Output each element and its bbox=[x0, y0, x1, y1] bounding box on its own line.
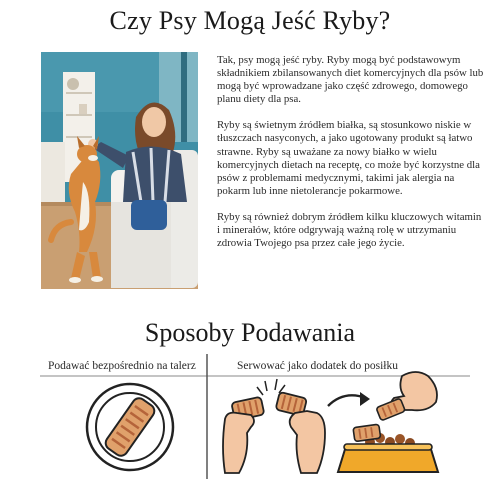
right-label: Serwować jako dodatek do posiłku bbox=[237, 360, 398, 372]
article-paragraph: Ryby są również dobrym źródłem kilku kluczowych witamin i minerałów, które odgrywają ważną rolę w utrzymaniu zdrowia Twojego psa przez całe jego życie. bbox=[217, 210, 482, 250]
serving-title: Sposoby Podawania bbox=[144, 318, 356, 347]
left-label: Podawać bezpośrednio na talerz bbox=[48, 360, 196, 372]
article-body bbox=[217, 54, 487, 263]
vertical-divider bbox=[204, 354, 210, 484]
woman-dog-photo bbox=[41, 52, 198, 289]
dog-bowl-icon bbox=[332, 366, 444, 482]
article-paragraph: Ryby są świetnym źródłem białka, są stosunkowo niskie w tłuszczach nasyconych, a jako ugotowany produkt są łatwo strawne. Ryby są uważane za nowy białko w wielu komercyjnych dietach na receptę, co może być korzystne dla psów z problemami medycznymi, takimi jak alergia na pokarm lub inne nietolerancje pokarmowe. bbox=[217, 119, 480, 197]
article-paragraph: Tak, psy mogą jeść ryby. Ryby mogą być podstawowym składnikiem zbilansowanych diet komercyjnych dla psów lub mogą być wprowadzane jako część zdrowego, domowego planu diety dla psa. bbox=[217, 54, 484, 106]
page-title: Czy Psy Mogą Jeść Ryby? bbox=[109, 6, 391, 35]
hands-icon bbox=[221, 377, 331, 481]
plate-icon bbox=[84, 381, 176, 473]
